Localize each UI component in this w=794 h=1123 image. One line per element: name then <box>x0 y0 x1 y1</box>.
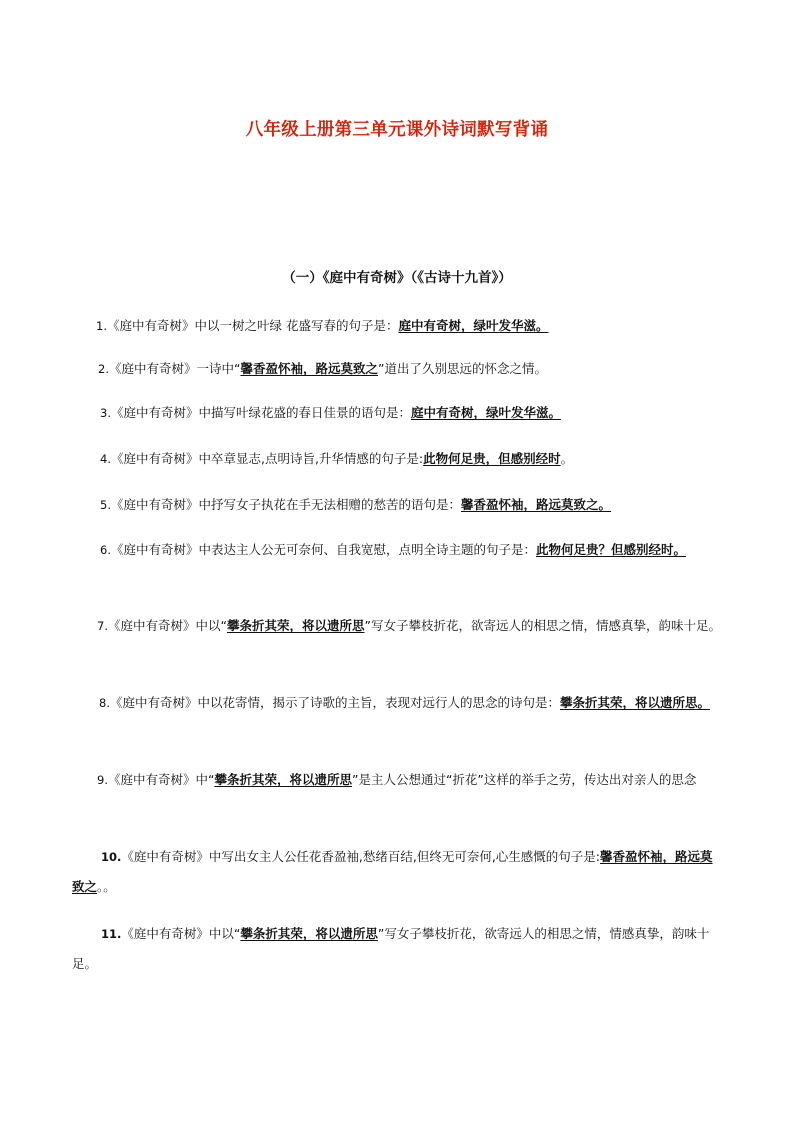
item-text: 《庭中有奇树》中卒章显志,点明诗旨,升华情感的句子是: <box>110 451 424 466</box>
item-number: 6. <box>100 543 111 557</box>
list-item <box>72 535 722 565</box>
item-answer: 庭中有奇树，绿叶发华滋。 <box>411 405 562 420</box>
item-text: 《庭中有奇树》中描写叶绿花盛的春日佳景的语句是： <box>110 405 411 420</box>
section-heading: （一）《庭中有奇树》（《古诗十九首》） <box>282 270 512 286</box>
item-answer: 庭中有奇树，绿叶发华滋。 <box>398 318 549 333</box>
item-text-after: 。。 <box>97 879 116 894</box>
item-number: 4. <box>100 452 111 466</box>
list-item <box>72 765 722 795</box>
list-item <box>98 354 748 384</box>
item-number: 7. <box>97 619 108 633</box>
item-number: 10. <box>101 850 122 864</box>
item-text-after: ”是主人公想通过“折花”这样的举手之劳，传达出对亲人的思念 <box>351 772 697 787</box>
item-text: 《庭中有奇树》中以一树之叶绿 花盛写春的句子是： <box>106 318 399 333</box>
item-answer: 攀条折其荣，将以遗所思 <box>214 772 352 787</box>
item-number: 2. <box>98 362 109 376</box>
item-text: 《庭中有奇树》中以“ <box>107 618 227 633</box>
list-item <box>72 688 722 718</box>
item-text-after: ”写女子攀枝折花，欲寄远人的相思之情，情感真挚，韵味十足。 <box>72 926 710 971</box>
item-text: 《庭中有奇树》一诗中“ <box>108 361 241 376</box>
item-text: 《庭中有奇树》中抒写女子执花在手无法相赠的愁苦的语句是： <box>110 497 461 512</box>
list-item <box>72 919 722 978</box>
item-text-after: ”写女子攀枝折花，欲寄远人的相思之情，情感真挚，韵味十足。 <box>364 618 721 633</box>
item-text-after: 。 <box>560 451 574 466</box>
item-number: 3. <box>100 406 111 420</box>
item-text-after: ”道出了久别思远的怀念之情。 <box>377 361 547 376</box>
item-answer: 此物何足贵，但感别经时 <box>423 451 561 466</box>
item-text: 《庭中有奇树》中以“ <box>121 926 241 941</box>
item-number: 5. <box>100 498 111 512</box>
item-answer: 此物何足贵？但感别经时。 <box>536 542 687 557</box>
item-text: 《庭中有奇树》中写出女主人公任花香盈袖,愁绪百结,但终无可奈何,心生感慨的句子是: <box>121 849 601 864</box>
list-item <box>100 490 750 520</box>
item-answer: 馨香盈怀袖，路远莫致之 <box>240 361 378 376</box>
item-number: 1. <box>96 319 107 333</box>
list-item <box>100 444 750 474</box>
item-number: 9. <box>97 773 108 787</box>
item-number: 8. <box>99 696 110 710</box>
list-item <box>96 311 746 341</box>
item-answer: 攀条折其荣，将以遗所思。 <box>560 695 711 710</box>
list-item <box>72 842 722 901</box>
item-text: 《庭中有奇树》中以花寄情，揭示了诗歌的主旨，表现对远行人的思念的诗句是： <box>109 695 560 710</box>
item-text: 《庭中有奇树》中“ <box>107 772 215 787</box>
item-answer: 馨香盈怀袖，路远莫致之 <box>72 849 713 894</box>
item-number: 11. <box>101 927 122 941</box>
list-item <box>72 611 722 641</box>
item-text: 《庭中有奇树》中表达主人公无可奈何、自我宽慰，点明全诗主题的句子是： <box>110 542 536 557</box>
item-answer: 攀条折其荣，将以遗所思 <box>240 926 378 941</box>
list-item <box>100 398 750 428</box>
item-answer: 攀条折其荣，将以遗所思 <box>226 618 365 633</box>
page-title: 八年级上册第三单元课外诗词默写背诵 <box>245 120 549 140</box>
item-answer: 馨香盈怀袖，路远莫致之。 <box>461 497 612 512</box>
